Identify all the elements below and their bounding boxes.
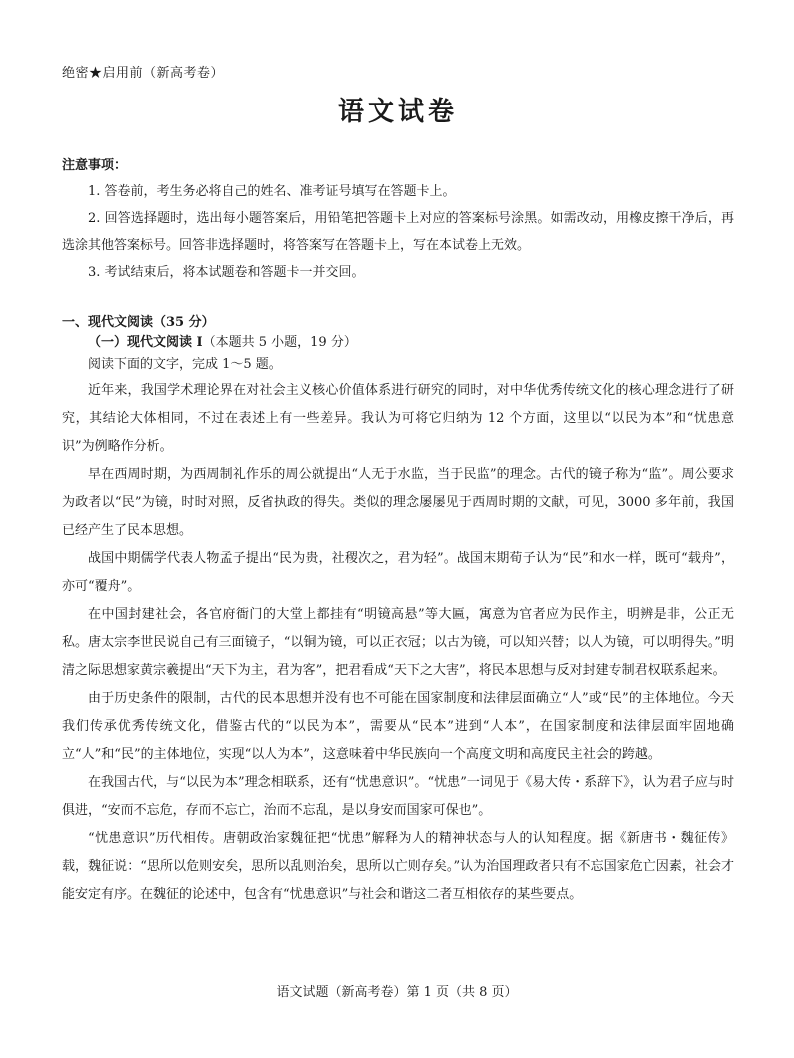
passage-paragraph: 早在西周时期，为西周制礼作乐的周公就提出“人无于水监，当于民监”的理念。古代的镜子称为“监”。周公要求为政者以“民”为镜，时时对照，反省执政的得失。类似的理念屡屡见于西周时期的文献，可见，3000 多年前，我国已经产生了民本思想。 [62,467,734,538]
notice-item-1: 1. 答卷前，考生务必将自己的姓名、准考证号填写在答题卡上。 [88,184,456,199]
subsection-heading-label: （一）现代文阅读 I [88,335,203,350]
notice-item-2: 2. 回答选择题时，选出每小题答案后，用铅笔把答题卡上对应的答案标号涂黑。如需改动，用橡皮擦干净后，再选涂其他答案标号。回答非选择题时，将答案写在答题卡上，写在本试卷上无效。 [62,211,734,253]
exam-page [62,66,734,909]
notice-item-3: 3. 考试结束后，将本试题卷和答题卡一并交回。 [88,265,365,280]
passage-paragraph: 近年来，我国学术理论界在对社会主义核心价值体系进行研究的同时，对中华优秀传统文化的核心理念进行了研究，其结论大体相同，不过在表述上有一些差异。我认为可将它归纳为 12 个方面，这里以“以民为本”和“忧患意识”为例略作分析。 [62,383,734,454]
reading-instruction: 阅读下面的文字，完成 1～5 题。 [88,357,282,372]
page-footer: 语文试题（新高考卷）第 1 页（共 8 页） [276,985,518,1000]
subsection-heading [62,334,734,351]
passage-paragraph: 由于历史条件的限制，古代的民本思想并没有也不可能在国家制度和法律层面确立“人”或“民”的主体地位。今天我们传承优秀传统文化，借鉴古代的“以民为本”，需要从“民本”进到“人本”，在国家制度和法律层面牢固地确立“人”和“民”的主体地位，实现“以人为本”，这意味着中华民族向一个高度文明和高度民主社会的跨越。 [62,691,734,762]
reading-passage [62,377,734,909]
subsection-heading-detail: （本题共 5 小题，19 分） [202,335,357,350]
notice-list [62,178,734,286]
passage-paragraph: “忧患意识”历代相传。唐朝政治家魏征把“忧患”解释为人的精神状态与人的认知程度。据《新唐书・魏征传》载，魏征说：“思所以危则安矣，思所以乱则治矣，思所以亡则存矣。”认为治国理政者只有不忘国家危亡因素，社会才能安定有序。在魏征的论述中，包含有“忧患意识”与社会和谐这二者互相依存的某些要点。 [62,831,734,902]
section-heading: 一、现代文阅读（35 分） [62,315,215,330]
passage-paragraph: 在中国封建社会，各官府衙门的大堂上都挂有“明镜高悬”等大匾，寓意为官者应为民作主，明辨是非，公正无私。唐太宗李世民说自己有三面镜子，“以铜为镜，可以正衣冠；以古为镜，可以知兴替；以人为镜，可以明得失。”明清之际思想家黄宗羲提出“天下为主，君为客”，把君看成“天下之大害”，将民本思想与反对封建专制君权联系起来。 [62,607,734,678]
confidential-label: 绝密★启用前（新高考卷） [62,66,225,81]
notice-heading: 注意事项： [62,158,128,173]
page-title: 语文试卷 [337,97,458,127]
passage-paragraph: 战国中期儒学代表人物孟子提出“民为贵，社稷次之，君为轻”。战国末期荀子认为“民”和水一样，既可“载舟”，亦可“覆舟”。 [62,551,734,594]
passage-paragraph: 在我国古代，与“以民为本”理念相联系，还有“忧患意识”。“忧患”一词见于《易大传・系辞下》，认为君子应与时俱进，“安而不忘危，存而不忘亡，治而不忘乱，是以身安而国家可保也”。 [62,775,734,818]
